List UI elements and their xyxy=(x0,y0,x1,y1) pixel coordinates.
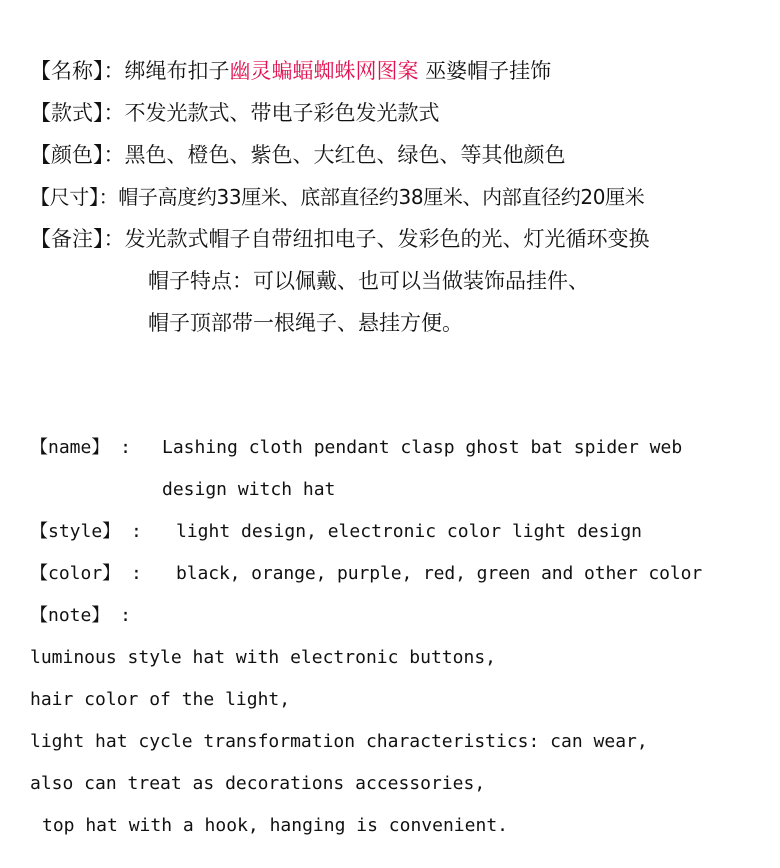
cn-note-line-2: 帽子特点：可以佩戴、也可以当做装饰品挂件、 xyxy=(148,269,589,293)
en-note-label: 【note】 : xyxy=(30,605,132,626)
en-note-line-3: light hat cycle transformation characteristics: can wear, xyxy=(30,731,648,752)
cn-style-text: 不发光款式、带电子彩色发光款式 xyxy=(124,101,440,125)
cn-name-row xyxy=(30,58,551,84)
cn-name-label: 【名称】： xyxy=(30,59,125,83)
en-name-line-1: Lashing cloth pendant clasp ghost bat spider web xyxy=(162,437,683,458)
cn-size-label: 【尺寸】： xyxy=(30,185,119,209)
cn-name-text-before: 绑绳布扣子 xyxy=(124,59,230,83)
cn-name-text-after: 巫婆帽子挂饰 xyxy=(418,59,552,83)
en-note-line-2: hair color of the light, xyxy=(30,689,291,710)
cn-size-row xyxy=(30,184,644,210)
cn-note-label: 【备注】： xyxy=(30,227,125,251)
cn-note-line-1: 发光款式帽子自带纽扣电子、发彩色的光、灯光循环变换 xyxy=(124,227,650,251)
cn-style-label: 【款式】： xyxy=(30,101,125,125)
en-style-text: light design, electronic color light design xyxy=(176,521,642,542)
cn-color-text: 黑色、橙色、紫色、大红色、绿色、等其他颜色 xyxy=(124,143,566,167)
en-color-text: black, orange, purple, red, green and other color xyxy=(176,563,703,584)
cn-note-row xyxy=(30,226,650,252)
cn-color-label: 【颜色】： xyxy=(30,143,125,167)
cn-note-line-3: 帽子顶部带一根绳子、悬挂方便。 xyxy=(148,311,463,335)
cn-style-row xyxy=(30,100,440,126)
cn-color-row xyxy=(30,142,566,168)
cn-size-text: 帽子高度约33厘米、底部直径约38厘米、内部直径约20厘米 xyxy=(118,185,645,209)
en-style-label: 【style】 : xyxy=(30,521,142,542)
cn-name-text-highlight: 幽灵蝙蝠蜘蛛网图案 xyxy=(229,59,419,83)
en-name-label: 【name】 : xyxy=(30,437,132,458)
en-note-line-1: luminous style hat with electronic buttons, xyxy=(30,647,496,668)
en-note-line-4: also can treat as decorations accessories, xyxy=(30,773,486,794)
en-name-line-2: design witch hat xyxy=(162,479,336,500)
en-color-label: 【color】 : xyxy=(30,563,142,584)
en-note-line-5: top hat with a hook, hanging is convenient. xyxy=(42,815,508,836)
